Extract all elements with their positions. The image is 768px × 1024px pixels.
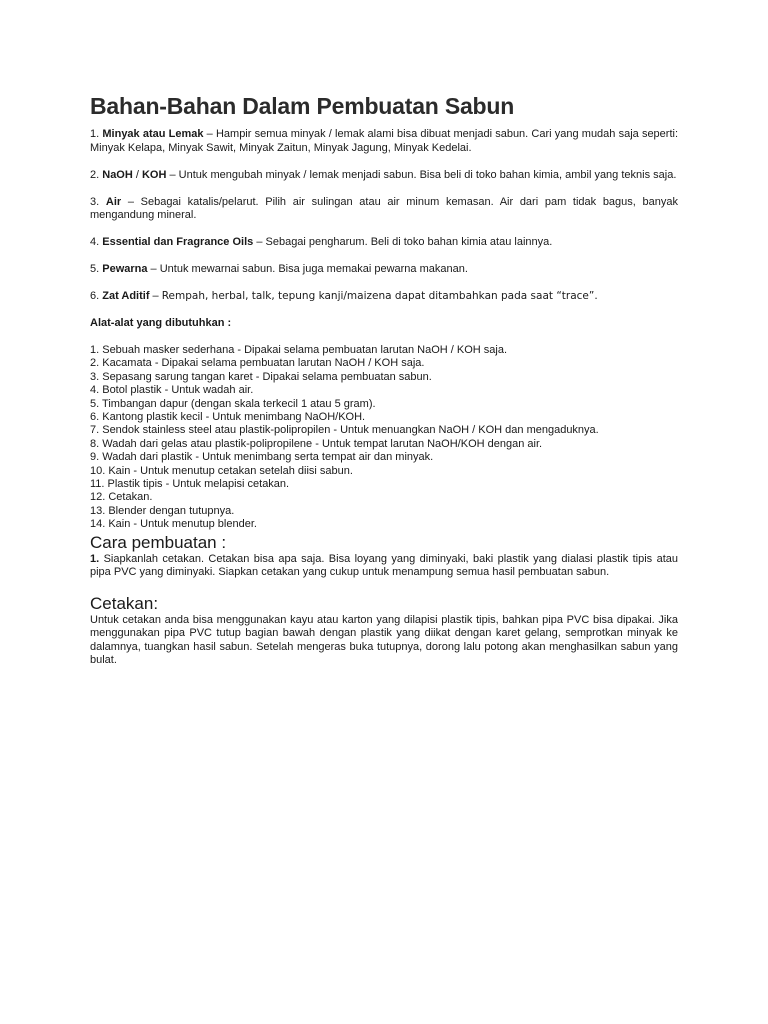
- mold-text: Untuk cetakan anda bisa menggunakan kayu atau karton yang dilapisi plastik tipis, bahkan pipa PVC bisa dipakai. Jika menggunakan pipa PVC tutup bagian bawah dengan plastik yang diikat dengan karet gelang, semprotkan minyak ke dalamnya, tuangkan hasil sabun. Setelah mengeras buka tutupnya, dorong lalu potong akan menghasilkan sabun yang bulat.: [90, 613, 678, 667]
- list-item: 12. Cetakan.: [90, 491, 153, 504]
- ingredient-item: [90, 263, 678, 277]
- method-heading: Cara pembuatan :: [90, 532, 227, 552]
- page-title: Bahan-Bahan Dalam Pembuatan Sabun: [90, 93, 515, 119]
- ingredient-name: Zat Aditif: [102, 290, 150, 302]
- ingredient-text: Sebagai pengharum. Beli di toko bahan kimia atau lainnya.: [265, 236, 553, 248]
- ingredient-dash: –: [147, 263, 160, 275]
- list-item: 8. Wadah dari gelas atau plastik-polipropilene - Untuk tempat larutan NaOH/KOH dengan air.: [90, 437, 543, 450]
- ingredient-dash: –: [166, 168, 179, 181]
- list-item: 1. Sebuah masker sederhana - Dipakai selama pembuatan larutan NaOH / KOH saja.: [90, 344, 507, 356]
- ingredient-text: Hampir semua minyak / lemak alami bisa dibuat menjadi sabun. Cari yang mudah saja seperti: Minyak Kelapa, Minyak Sawit, Minyak Zaitun, Minyak Jagung, Minyak Kedelai.: [90, 128, 679, 154]
- ingredient-name: Minyak atau Lemak: [102, 128, 204, 140]
- ingredient-item: [90, 290, 678, 304]
- ingredient-name-secondary: KOH: [141, 168, 167, 181]
- list-item: 11. Plastik tipis - Untuk melapisi cetakan.: [90, 478, 290, 491]
- list-item: 4. Botol plastik - Untuk wadah air.: [90, 384, 254, 397]
- ingredient-text: Sebagai katalis/pelarut. Pilih air sulingan atau air minum kemasan. Air dari pam tidak bagus, banyak mengandung mineral.: [90, 195, 678, 221]
- ingredient-name: Essential dan Fragrance Oils: [102, 236, 254, 248]
- ingredient-dash: –: [121, 195, 141, 208]
- list-item: 7. Sendok stainless steel atau plastik-polipropilen - Untuk menuangkan NaOH / KOH dan mengaduknya.: [90, 424, 599, 437]
- ingredient-text: Untuk mewarnai sabun. Bisa juga memakai pewarna makanan.: [159, 263, 468, 275]
- ingredient-item: [90, 169, 678, 183]
- ingredient-number: 3.: [90, 195, 100, 208]
- tools-list: [90, 344, 678, 532]
- ingredient-text: Untuk mengubah minyak / lemak menjadi sabun. Bisa beli di toko bahan kimia, ambil yang teknis saja.: [178, 168, 677, 181]
- ingredient-name: NaOH: [102, 168, 133, 181]
- list-item: 13. Blender dengan tutupnya.: [90, 504, 235, 517]
- ingredient-dash: –: [203, 128, 216, 140]
- method-step-text: Siapkanlah cetakan. Cetakan bisa apa saja. Bisa loyang yang diminyaki, baki plastik yang dialasi plastik tipis atau pipa PVC yang diminyaki. Siapkan cetakan yang cukup untuk menampung semua hasil pembuatan sabun.: [90, 552, 678, 579]
- ingredient-text: Rempah, herbal, talk, tepung kanji/maizena dapat ditambahkan pada saat “trace”.: [161, 290, 598, 302]
- ingredient-number: 6.: [90, 290, 100, 302]
- document-page: [90, 92, 678, 668]
- ingredient-item: [90, 236, 678, 250]
- ingredient-item: [90, 196, 678, 223]
- ingredient-name: Air: [105, 195, 122, 208]
- ingredient-name: Pewarna: [102, 263, 148, 275]
- ingredient-dash: –: [149, 290, 162, 302]
- list-item: 6. Kantong plastik kecil - Untuk menimbang NaOH/KOH.: [90, 411, 366, 424]
- ingredient-number: 5.: [90, 263, 100, 275]
- ingredient-number: 2.: [90, 168, 100, 181]
- list-item: 2. Kacamata - Dipakai selama pembuatan larutan NaOH / KOH saja.: [90, 357, 425, 370]
- ingredient-dash: –: [253, 236, 266, 248]
- tools-heading: Alat-alat yang dibutuhkan :: [90, 317, 232, 329]
- ingredient-number: 4.: [90, 236, 100, 248]
- ingredient-separator: /: [132, 168, 142, 181]
- method-step: [90, 553, 678, 580]
- ingredient-item: [90, 128, 678, 155]
- ingredient-number: 1.: [90, 128, 100, 140]
- mold-heading: Cetakan:: [90, 593, 159, 613]
- list-item: 10. Kain - Untuk menutup cetakan setelah diisi sabun.: [90, 464, 353, 477]
- list-item: 14. Kain - Untuk menutup blender.: [90, 518, 257, 531]
- list-item: 5. Timbangan dapur (dengan skala terkecil 1 atau 5 gram).: [90, 397, 376, 410]
- method-step-number: 1.: [90, 552, 100, 565]
- list-item: 3. Sepasang sarung tangan karet - Dipakai selama pembuatan sabun.: [90, 370, 432, 383]
- list-item: 9. Wadah dari plastik - Untuk menimbang serta tempat air dan minyak.: [90, 451, 434, 464]
